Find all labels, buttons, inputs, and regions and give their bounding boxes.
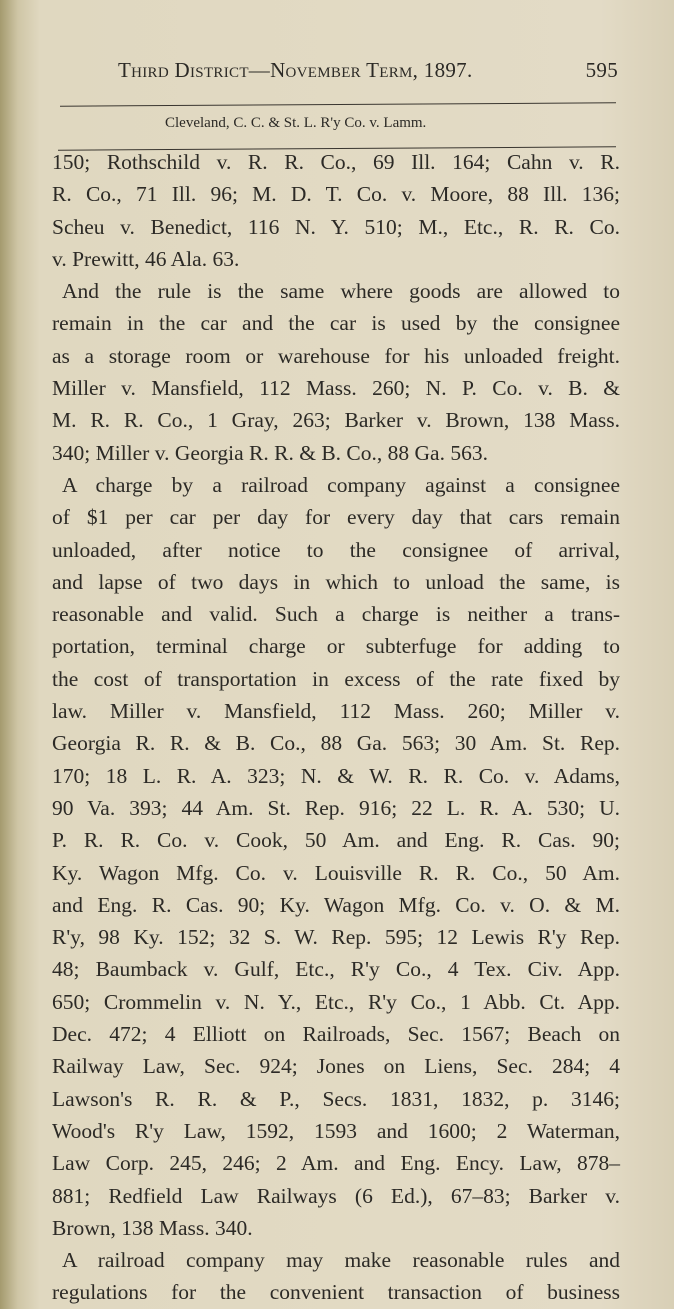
text-line: and Eng. R. Cas. 90; Ky. Wagon Mfg. Co. v. O. & M. (52, 892, 620, 917)
text-line: Scheu v. Benedict, 116 N. Y. 510; M., Etc., R. R. Co. (52, 214, 620, 239)
text-line: Dec. 472; 4 Elliott on Railroads, Sec. 1567; Beach on (52, 1022, 620, 1047)
text-line: P. R. R. Co. v. Cook, 50 Am. and Eng. R. Cas. 90; (52, 828, 620, 853)
running-title: Third District—November Term, 1897. (118, 58, 473, 82)
text-line: 48; Baumback v. Gulf, Etc., R'y Co., 4 Tex. Civ. App. (52, 957, 620, 982)
page-number: 595 (585, 58, 618, 82)
page-header (118, 58, 618, 88)
text-line: Ky. Wagon Mfg. Co. v. Louisville R. R. Co., 50 Am. (52, 860, 620, 885)
text-line: v. Prewitt, 46 Ala. 63. (52, 246, 240, 271)
body-text (52, 146, 620, 1309)
text-line: Miller v. Mansfield, 112 Mass. 260; N. P. Co. v. B. & (52, 376, 620, 401)
text-line: law. Miller v. Mansfield, 112 Mass. 260; Miller v. (52, 699, 620, 724)
text-line: as a storage room or warehouse for his unloaded freight. (52, 343, 620, 368)
text-line: R'y, 98 Ky. 152; 32 S. W. Rep. 595; 12 Lewis R'y Rep. (52, 925, 620, 950)
text-line: 90 Va. 393; 44 Am. St. Rep. 916; 22 L. R. A. 530; U. (52, 795, 620, 820)
text-line: A charge by a railroad company against a consignee (62, 472, 620, 497)
text-line: the cost of transportation in excess of the rate fixed by (52, 666, 620, 691)
text-line: remain in the car and the car is used by the consignee (52, 311, 620, 336)
text-line: A railroad company may make reasonable rules and (62, 1248, 620, 1273)
text-line: Georgia R. R. & B. Co., 88 Ga. 563; 30 Am. St. Rep. (52, 731, 620, 756)
text-line: unloaded, after notice to the consignee of arrival, (52, 537, 620, 562)
text-line: Law Corp. 245, 246; 2 Am. and Eng. Ency. Law, 878– (52, 1151, 620, 1176)
running-head-case: Cleveland, C. C. & St. L. R'y Co. v. Lamm. (165, 115, 427, 131)
text-line: regulations for the convenient transaction of business (52, 1280, 620, 1305)
text-line: Lawson's R. R. & P., Secs. 1831, 1832, p. 3146; (52, 1086, 620, 1111)
text-line: M. R. R. Co., 1 Gray, 263; Barker v. Brown, 138 Mass. (52, 408, 620, 433)
text-line: 650; Crommelin v. N. Y., Etc., R'y Co., 1 Abb. Ct. App. (52, 989, 620, 1014)
text-line: Brown, 138 Mass. 340. (52, 1215, 253, 1240)
text-line: Railway Law, Sec. 924; Jones on Liens, Sec. 284; 4 (52, 1054, 620, 1079)
text-line: And the rule is the same where goods are allowed to (62, 279, 620, 304)
text-line: Wood's R'y Law, 1592, 1593 and 1600; 2 Waterman, (52, 1118, 620, 1143)
text-line: 340; Miller v. Georgia R. R. & B. Co., 88 Ga. 563. (52, 440, 488, 465)
text-line: R. Co., 71 Ill. 96; M. D. T. Co. v. Moore, 88 Ill. 136; (52, 182, 620, 207)
text-line: 150; Rothschild v. R. R. Co., 69 Ill. 164; Cahn v. R. (52, 150, 620, 174)
header-rule (60, 102, 616, 106)
text-line: reasonable and valid. Such a charge is neither a trans- (52, 602, 620, 627)
text-line: portation, terminal charge or subterfuge for adding to (52, 634, 620, 659)
text-line: and lapse of two days in which to unload the same, is (52, 569, 620, 594)
text-line: 170; 18 L. R. A. 323; N. & W. R. R. Co. v. Adams, (52, 763, 620, 788)
text-line: 881; Redfield Law Railways (6 Ed.), 67–83; Barker v. (52, 1183, 620, 1208)
text-line: of $1 per car per day for every day that cars remain (52, 505, 620, 530)
